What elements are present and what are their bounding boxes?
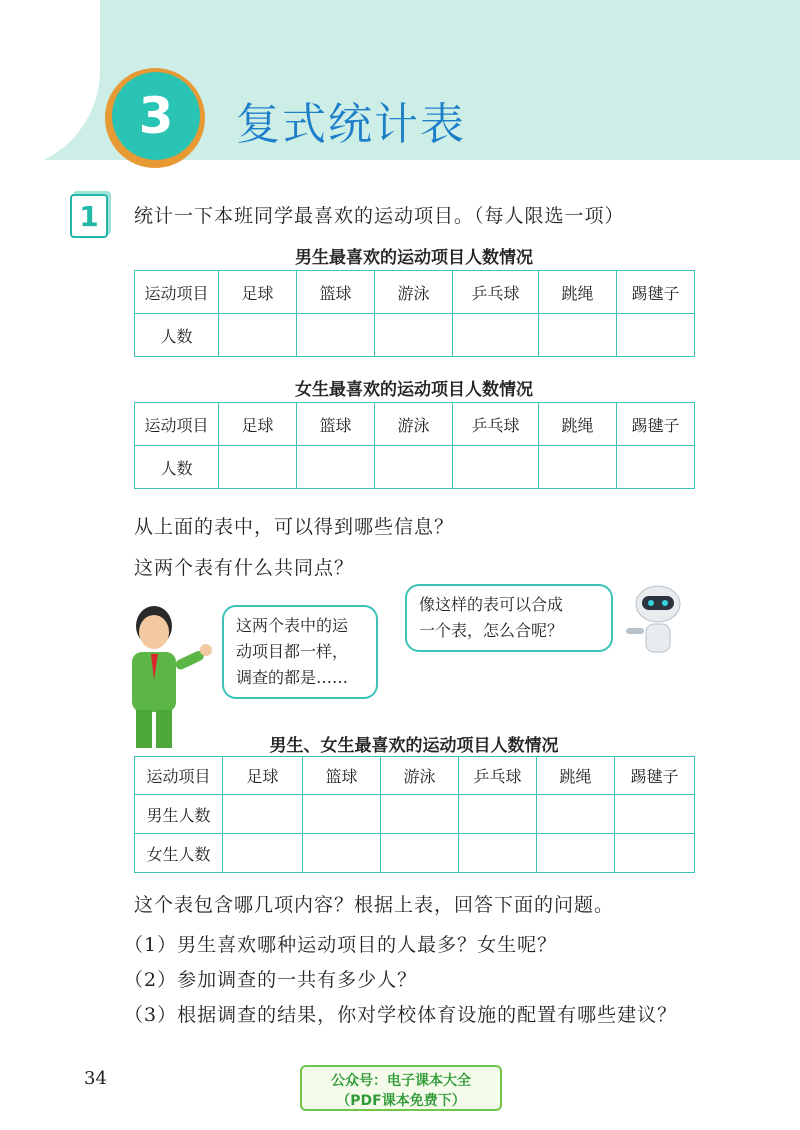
boy-illustration bbox=[118, 600, 218, 750]
table-cell: 踢毽子 bbox=[615, 757, 695, 795]
table-cell: 乒乓球 bbox=[453, 271, 539, 314]
table-input-cell[interactable] bbox=[617, 446, 695, 489]
question-prompt: 统计一下本班同学最喜欢的运动项目。（每人限选一项） bbox=[134, 205, 625, 227]
table-combined bbox=[134, 756, 695, 873]
table-input-cell[interactable] bbox=[223, 834, 303, 873]
table-cell: 运动项目 bbox=[135, 271, 219, 314]
question-number-badge: 1 bbox=[70, 194, 108, 238]
bubble-line: 动项目都一样， bbox=[236, 642, 349, 661]
bubble-line: 调查的都是…… bbox=[236, 668, 349, 687]
footer-badge-line2: （PDF课本免费下） bbox=[336, 1093, 466, 1109]
table-cell: 踢毽子 bbox=[617, 271, 695, 314]
table-input-cell[interactable] bbox=[453, 314, 539, 357]
footer-badge bbox=[300, 1065, 502, 1111]
table-cell: 游泳 bbox=[375, 271, 453, 314]
chapter-title: 复式统计表 bbox=[236, 99, 466, 150]
bubble-line: 一个表，怎么合呢？ bbox=[419, 621, 564, 640]
robot-speech-bubble bbox=[405, 584, 613, 652]
boy-speech-bubble bbox=[222, 605, 378, 699]
table-row bbox=[135, 446, 695, 489]
table-cell: 女生人数 bbox=[135, 834, 223, 873]
table-cell: 踢毽子 bbox=[617, 403, 695, 446]
table-cell: 乒乓球 bbox=[459, 757, 537, 795]
table-cell: 运动项目 bbox=[135, 403, 219, 446]
table-input-cell[interactable] bbox=[615, 795, 695, 834]
table-cell: 跳绳 bbox=[539, 403, 617, 446]
table-row bbox=[135, 795, 695, 834]
table-input-cell[interactable] bbox=[459, 795, 537, 834]
table-input-cell[interactable] bbox=[617, 314, 695, 357]
table-input-cell[interactable] bbox=[303, 795, 381, 834]
table-cell: 篮球 bbox=[297, 403, 375, 446]
table-combined-caption: 男生、女生最喜欢的运动项目人数情况 bbox=[269, 736, 559, 756]
question-2: （2）参加调查的一共有多少人？ bbox=[124, 969, 418, 991]
table-cell: 篮球 bbox=[303, 757, 381, 795]
table-input-cell[interactable] bbox=[459, 834, 537, 873]
table-cell: 运动项目 bbox=[135, 757, 223, 795]
table-input-cell[interactable] bbox=[381, 795, 459, 834]
table-intro-question: 这个表包含哪几项内容？根据上表，回答下面的问题。 bbox=[134, 894, 615, 916]
table-cell: 跳绳 bbox=[537, 757, 615, 795]
table-input-cell[interactable] bbox=[539, 446, 617, 489]
table-cell: 足球 bbox=[219, 271, 297, 314]
table-input-cell[interactable] bbox=[381, 834, 459, 873]
robot-illustration bbox=[618, 582, 698, 662]
table-input-cell[interactable] bbox=[615, 834, 695, 873]
table-header-row bbox=[135, 757, 695, 795]
table-input-cell[interactable] bbox=[219, 446, 297, 489]
common-question: 这两个表有什么共同点？ bbox=[134, 557, 355, 579]
table-cell: 篮球 bbox=[297, 271, 375, 314]
info-question: 从上面的表中，可以得到哪些信息？ bbox=[134, 516, 455, 538]
table-input-cell[interactable] bbox=[537, 795, 615, 834]
table-row bbox=[135, 314, 695, 357]
table-input-cell[interactable] bbox=[303, 834, 381, 873]
table-input-cell[interactable] bbox=[297, 314, 375, 357]
page-number: 34 bbox=[84, 1068, 107, 1089]
table-girls bbox=[134, 402, 695, 489]
table-boys-caption: 男生最喜欢的运动项目人数情况 bbox=[295, 248, 533, 268]
table-header-row bbox=[135, 271, 695, 314]
chapter-number: 3 bbox=[112, 72, 200, 160]
table-girls-caption: 女生最喜欢的运动项目人数情况 bbox=[295, 380, 533, 400]
table-input-cell[interactable] bbox=[375, 314, 453, 357]
table-input-cell[interactable] bbox=[537, 834, 615, 873]
bubble-line: 像这样的表可以合成 bbox=[419, 595, 564, 614]
table-cell: 跳绳 bbox=[539, 271, 617, 314]
table-row bbox=[135, 834, 695, 873]
table-boys bbox=[134, 270, 695, 357]
table-cell: 人数 bbox=[135, 446, 219, 489]
table-cell: 游泳 bbox=[375, 403, 453, 446]
table-cell: 男生人数 bbox=[135, 795, 223, 834]
table-header-row bbox=[135, 403, 695, 446]
table-input-cell[interactable] bbox=[219, 314, 297, 357]
question-3: （3）根据调查的结果，你对学校体育设施的配置有哪些建议？ bbox=[124, 1004, 678, 1026]
table-input-cell[interactable] bbox=[539, 314, 617, 357]
table-input-cell[interactable] bbox=[223, 795, 303, 834]
table-cell: 足球 bbox=[223, 757, 303, 795]
table-input-cell[interactable] bbox=[375, 446, 453, 489]
table-input-cell[interactable] bbox=[297, 446, 375, 489]
question-1: （1）男生喜欢哪种运动项目的人最多？女生呢？ bbox=[124, 934, 558, 956]
table-cell: 人数 bbox=[135, 314, 219, 357]
table-input-cell[interactable] bbox=[453, 446, 539, 489]
table-cell: 游泳 bbox=[381, 757, 459, 795]
footer-badge-line1: 公众号：电子课本大全 bbox=[331, 1073, 471, 1089]
bubble-line: 这两个表中的运 bbox=[236, 616, 349, 635]
table-cell: 足球 bbox=[219, 403, 297, 446]
table-cell: 乒乓球 bbox=[453, 403, 539, 446]
